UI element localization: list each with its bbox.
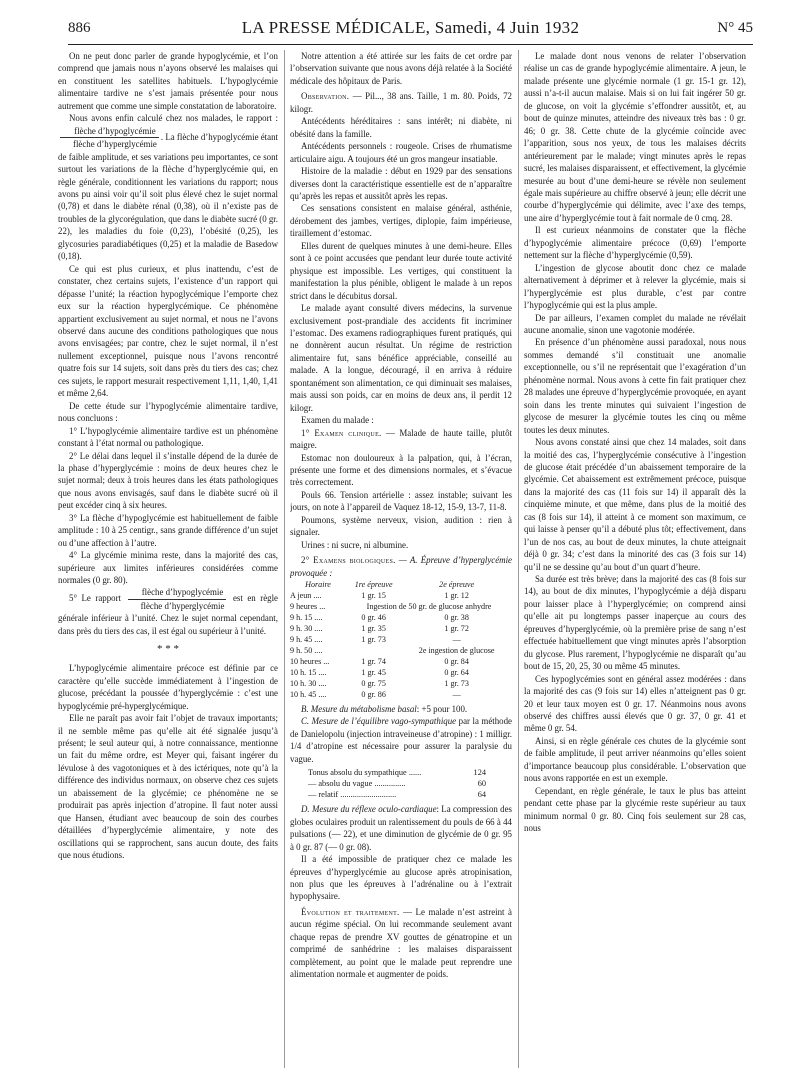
paragraph: Cependant, en règle générale, le taux le plus bas atteint pendant cette phase par la glycémie reste supérieur au taux minimum normal 0 gr. 80. Cinq fois seulement sur 28 cas, nous xyxy=(524,785,746,834)
paragraph: Ce qui est plus curieux, et plus inattendu, c’est de constater, chez certains sujets, l’existence d’un rapport qui dépasse l’unité; la réaction hypoglycémique l’emporte chez eux sur la réaction hyperglycémique. Ce phénomène appartient exclusivement au sujet normal, et nous ne l’avons observé dans aucune des conditions pathologiques que nous avons envisagées; par contre, chez le sujet normal, il n’est nullement exceptionnel, puisque nous l’avons rencontré quatre fois sur 14 sujets, soit dans près du tiers des cas; chez ces sujets, le rapport mesurait respectivement 1,11, 1,40, 1,41 et même 2,64. xyxy=(58,263,278,399)
table-cell: 10 h. 30 .... xyxy=(290,679,327,689)
paragraph-text: — Malade de haute taille, plutôt maigre. xyxy=(290,427,512,451)
paragraph-text: — Pil..., 38 ans. Taille, 1 m. 80. Poids, 72 kilogr. xyxy=(290,91,512,114)
paragraph: Elles durent de quelques minutes à une demi-heure. Elles sont à ce point accusées que pendant leur durée toute activité physique est impossible. Les vertiges, qui constituent la manifestation la plus pénible, obligent le malade à un repos strict dans le décubitus dorsal. xyxy=(290,240,512,301)
tonus-label: — absolu du vague ............... xyxy=(308,779,406,789)
table-row xyxy=(290,645,512,656)
table-row xyxy=(290,689,512,700)
conclusion-5 xyxy=(58,586,278,637)
exam-clinical xyxy=(290,427,512,452)
table-cell: 2e ingestion de glucose xyxy=(418,646,495,656)
table-cell: 1 gr. 35 xyxy=(361,624,386,634)
ratio-fraction xyxy=(60,125,159,151)
table-cell: — xyxy=(452,635,461,645)
paragraph: De par ailleurs, l’examen complet du malade ne révélait aucune anomalie, sinon une vagotonie modérée. xyxy=(524,312,746,335)
table-row xyxy=(290,656,512,667)
table-cell: 0 gr. 64 xyxy=(444,668,469,678)
paragraph: Il est curieux néanmoins de constater que la flèche d’hypoglycémie alimentaire précoce (0,69) l’emporte nettement sur la flèche d’hyperglycémie (0,59). xyxy=(524,225,746,261)
paragraph: Le malade ayant consulté divers médecins, la survenue exclusivement post-prandiale des accidents fit incriminer l’estomac. Des examens radiographiques furent pratiqués, qui ne donnèrent aucun résultat. Un régime de restriction alimentaire fut, sans bénéfice appréciable, conseillé au malade. A la longue, découragé, il en arriva à réduire spontanément son alimentation, ce qui diminuait ses malaises, mais aussi son poids, car en moins de deux ans, il perdit 12 kilogr. xyxy=(290,303,512,413)
page-header xyxy=(68,18,753,40)
table-row xyxy=(290,612,512,623)
table-header: Horaire xyxy=(305,580,331,590)
table-cell: Ingestion de 50 gr. de glucose anhydre xyxy=(366,602,492,612)
table-cell: 9 heures ... xyxy=(290,602,326,612)
table-cell: 9 h. 15 .... xyxy=(290,613,323,623)
paragraph xyxy=(290,703,512,715)
observation-label: Observation. xyxy=(301,91,350,102)
exam-label: 1° Examen clinique. xyxy=(301,427,382,438)
tonus-list xyxy=(308,767,486,800)
glycemia-table xyxy=(290,579,512,700)
table-cell: 0 gr. 86 xyxy=(361,690,386,700)
paragraph: Urines : ni sucre, ni albumine. xyxy=(301,539,409,550)
paragraph: Ces sensations consistent en malaise général, asthénie, dérobement des jambes, vertiges, diplopie, faim impérieuse, tiraillement d’estomac. xyxy=(290,203,512,239)
table-cell: 9 h. 45 .... xyxy=(290,635,323,645)
list-item xyxy=(308,778,486,789)
table-cell: 1 gr. 45 xyxy=(361,668,386,678)
ratio-fraction xyxy=(128,586,227,612)
paragraph: L’hypoglycémie alimentaire précoce est définie par ce caractère qu’elle succède immédiatement à l’ingestion de glucose, précédant la poussée d’hyperglycémie : c’est une hypoglycémie pré-hyperglycémique. xyxy=(58,663,278,711)
page-number: 886 xyxy=(68,20,91,36)
paragraph-text: — A. Épreuve d’hyperglycémie provoquée : xyxy=(290,555,512,578)
list-item xyxy=(308,767,486,778)
paragraph-text: Nous avons enfin calculé chez nos malades, le xyxy=(69,113,243,124)
paragraph: De cette étude sur l’hypoglycémie alimentaire tardive, nous concluons : xyxy=(58,400,278,424)
paragraph xyxy=(290,906,512,981)
header-rule xyxy=(68,44,753,45)
tonus-label: — relatif ........................... xyxy=(308,790,397,800)
issue-number: N° 45 xyxy=(717,20,753,36)
table-cell: 1 gr. 73 xyxy=(361,635,386,645)
paragraph-text: par la méthode de Danielopolu (injection intraveineuse d’atropine) : 1 milligr. 1/4 d’atropine est nécessaire pour assurer la paralysie du vague. xyxy=(290,716,512,764)
tonus-label: Tonus absolu du sympathique ...... xyxy=(308,768,422,778)
paragraph-text: : La compression des globes oculaires produit un ralentissement du pouls de 66 à 44 pulsations (— 22), et une diminution de glycémie de 0 gr. 95 à 0 gr. 87 (— 0 gr. 08). xyxy=(290,804,512,852)
list-item xyxy=(308,789,486,800)
conclusion-2: 2° Le délai dans lequel il s’installe dépend de la durée de la phase d’hyperglycémie : moins de deux heures chez le sujet normal; deux à trois heures dans les états pathologiques que nous avons envisagés, sauf dans le diabète sucré où il peut excéder cinq à six heures. xyxy=(58,450,278,511)
fraction-denominator: flèche d’hyperglycémie xyxy=(73,139,157,150)
paragraph: Ainsi, si en règle générale ces chutes de la glycémie sont de faible amplitude, il peut arriver néanmoins qu’elles soient d’importance beaucoup plus considérable. L’observation que nous avons rapportée en est un exemple. xyxy=(524,735,746,784)
paragraph xyxy=(290,803,512,853)
paragraph: Nous avons enfin calculé chez nos malades, le rapport : $\frac{\text{flèche d’hypoglycémie}}{\text{flèche d’hyperglycémie}}$ . La flèche d’hypoglycémie étant de faible amplitude, et ses variations peu importantes, ce sont surtout les variations de la flèche d’hyperglycémie qui, en règle générale, conditionnent les variations du rapport; nous avons pu ainsi voir qu’il soit plus élevé chez le sujet normal (0,78) et dans le diabète rénal (0,38), où il n’existe pas de troubles de la glycorégulation, que dans le diabète sucré (0 gr. 22), les maladies du foie (0,23), l’obésité (0,25), les glycosuries paradiabétiques (0,25) et la maladie de Basedow (0,18). xyxy=(58,113,278,262)
paragraph: Nous avons constaté ainsi que chez 14 malades, soit dans la moitié des cas, l’hyperglycémie consécutive à l’ingestion de glucose était précédée d’un abaissement temporaire de la glycémie. Cet abaissement est extrêmement précoce, puisque dans la majorité des cas (11 fois sur 14) il apparaît dès la cinquième minute, et que même, dans plus de la moitié des cas (8 fois sur 14), il atteint à ce moment son maximum, ce qui laisse à penser qu’il a débuté plus tôt; effectivement, dans l’un de nos cas, au bout de deux minutes, la chute atteignait déjà 0 gr. 34; c’est dans la minorité des cas (3 fois sur 14) qu’il ne se dessine qu’au bout d’un quart d’heure. xyxy=(524,437,746,572)
paragraph: Elle ne paraît pas avoir fait l’objet de travaux importants; il ne semble même pas qu’elle ait été signalée jusqu’à présent; le seul auteur qui, à notre connaissance, mentionne un fait du même ordre, est Meyer qui, faisant ingérer du lévulose à des vagotoniques et à des ictériques, note qu’à la différence des individus normaux, on observe chez ces sujets un abaissement de la glycémie; ce phénomène ne se produirait pas après injection d’atropine. Il faut noter aussi que Hansen, étudiant avec beaucoup de soin des courbes détaillées d’hyperglycémie alimentaire, y note des oscillations qui se rapprochent, sans aucun doute, des faits que nous étudions. xyxy=(58,713,278,861)
paragraph-text: : +5 pour 100. xyxy=(416,704,468,715)
exam-biological xyxy=(290,554,512,579)
column-3 xyxy=(524,50,746,1068)
table-cell: 0 gr. 38 xyxy=(444,613,469,623)
table-row xyxy=(290,590,512,601)
paragraph: Histoire de la maladie : début en 1929 par des sensations diverses dont la caractéristique essentielle est de n’apparaître qu’après les repas et aussitôt après les repas. xyxy=(290,166,512,201)
section-label: D. Mesure du réflexe oculo-cardiaque xyxy=(301,804,437,815)
paragraph: Ces hypoglycémies sont en général assez modérées : dans la majorité des cas (9 fois sur 14) elles n’atteignent pas 0 gr. 20 et leur taux moyen est 0 gr. 17. Néanmoins nous avons observé des chiffres aussi élevés que 0 gr. 37, 0 gr. 41 et même 0 gr. 54. xyxy=(524,673,746,734)
table-cell: A jeun .... xyxy=(290,591,322,601)
table-cell: 0 gr. 75 xyxy=(361,679,386,689)
table-cell: 1 gr. 74 xyxy=(361,657,386,667)
ratio-label: rapport xyxy=(246,113,273,124)
journal-title: LA PRESSE MÉDICALE, Samedi, 4 Juin 1932 xyxy=(241,18,580,37)
section-label: Évolution et traitement. xyxy=(301,906,400,917)
paragraph: En présence d’un phénomène aussi paradoxal, nous nous sommes demandé s’il constituait une anomalie exceptionnelle, ou s’il ne représentait que l’exagération d’un phénomène normal. Nous avons à cette fin fait pratiquer chez 28 malades une épreuve d’hyperglycémie provoquée, en ayant soin dans les trente minutes qui suivaient l’ingestion de glycose de mesurer la glycémie toutes les cinq ou même toutes les deux minutes. xyxy=(524,337,746,435)
paragraph xyxy=(290,715,512,765)
table-cell: 1 gr. 15 xyxy=(361,591,386,601)
table-cell: 10 heures ... xyxy=(290,657,330,667)
section-label: B. Mesure du métabolisme basal xyxy=(301,704,417,715)
table-row xyxy=(290,667,512,678)
paragraph: Pouls 66. Tension artérielle : assez instable; suivant les jours, on note à l’appareil de Vaquez 18-12, 15-9, 13-7, 11-8. xyxy=(290,489,512,513)
table-cell: 0 gr. 84 xyxy=(444,657,469,667)
exam-label: 2° Examens biologiques. xyxy=(301,555,396,566)
fraction-denominator: flèche d’hyperglycémie xyxy=(140,600,225,611)
table-cell xyxy=(346,645,401,656)
table-header: 2e épreuve xyxy=(439,580,475,590)
table-cell: 9 h. 50 .... xyxy=(290,646,323,656)
column-divider xyxy=(284,50,285,1068)
paragraph: Poumons, système nerveux, vision, audition : rien à signaler. xyxy=(290,514,512,538)
conclusion-3: 3° La flèche d’hypoglycémie est habituellement de faible amplitude : 10 à 25 centigr., sans grande différence d’un sujet ou d’une affection à l’autre. xyxy=(58,512,278,548)
paragraph: Le malade dont nous venons de relater l’observation réalise un cas de grande hypoglycémie alimentaire. A jeun, le malade présente une glycémie normale (1 gr. 15-1 gr. 12), aussi n’a-t-il aucun malaise. Mais si on lui fait ingérer 50 gr. de glucose, on voit la glycémie s’effondrer aussitôt, et, au bout de quinze minutes, atteindre des niveaux très bas : 0 gr. 46; 0 gr. 38. Cette chute de la glycémie coïncide avec l’apparition, sous nos yeux, de tous les malaises décrits antérieurement par le malade; vingt minutes après le repas sucré, les malaises disparaissent, et effectivement, la glycémie mesurée au bout d’une demi-heure se révèle non seulement égale mais supérieure au chiffre observé à jeun; elle décrit une courbe d’hyperglycémie qui délimite, avec l’axe des temps, une aire d’hyperglycémie tout à fait normale de 0 cmq. 28. xyxy=(524,51,746,223)
table-cell: 0 gr. 46 xyxy=(361,613,386,623)
table-row xyxy=(290,623,512,634)
table-cell: 1 gr. 72 xyxy=(444,624,469,634)
table-header: 1re épreuve xyxy=(354,580,393,590)
observation-heading xyxy=(290,90,512,115)
fraction-numerator: flèche d’hypoglycémie xyxy=(128,586,227,599)
tonus-value: 60 xyxy=(477,779,486,789)
conclusion-1: 1° L’hypoglycémie alimentaire tardive est un phénomène constant à l’état normal ou pathologique. xyxy=(58,425,278,449)
paragraph: Antécédents personnels : rougeole. Crises de rhumatisme articulaire aigu. A toujours été un gros mangeur insatiable. xyxy=(290,141,512,164)
paragraph-text: 5° Le rapport xyxy=(69,593,122,604)
table-cell: — xyxy=(452,690,461,700)
paragraph-text: est en règle générale inférieur à l’unité. Chez le sujet normal cependant, dans près du tiers des cas, il est égal ou supérieur à l’unité. xyxy=(58,593,278,636)
table-cell: 10 h. 45 .... xyxy=(290,690,327,700)
table-row xyxy=(290,601,512,612)
table-cell: 10 h. 15 .... xyxy=(290,668,327,678)
column-1 xyxy=(58,50,278,1068)
paragraph: Notre attention a été attirée sur les faits de cet ordre par l’observation suivante que nous avons déjà relatée à la Société médicale des hôpitaux de Paris. xyxy=(290,51,512,86)
paragraph: Il a été impossible de pratiquer chez ce malade les épreuves d’hyperglycémie au glucose après atropinisation, non plus que les épreuves à l’adrénaline ou à l’extrait hypophysaire. xyxy=(290,854,512,902)
paragraph: L’ingestion de glycose aboutit donc chez ce malade alternativement à déprimer et à relever la glycémie, mais si l’hyperglycémie est plus durable, c’est par contre l’hypoglycémie qui est la plus ample. xyxy=(524,262,746,311)
table-cell: 9 h. 30 .... xyxy=(290,624,323,634)
table-row xyxy=(290,678,512,689)
paragraph: Antécédents héréditaires : sans intérêt; ni diabète, ni obésité dans la famille. xyxy=(290,116,512,139)
conclusion-4: 4° La glycémie minima reste, dans la majorité des cas, supérieure aux limites inférieures considérées comme normales (0 gr. 80). xyxy=(58,550,278,586)
table-row xyxy=(290,634,512,645)
paragraph-text: . La flèche d’hypoglycémie étant de faible amplitude, et ses variations peu importantes, ce sont surtout les variations de la flèche d’hyperglycémie qui, en règle générale, conditionnent les variations du rapport; nous avons pu ainsi voir qu’il soit plus élevé chez le sujet normal (0,78) et dans le diabète rénal (0,38), où il n’existe pas de troubles de la glycorégulation, que dans le diabète sucré (0 gr. 22), les maladies du foie (0,23), l’obésité (0,25), les glycosuries paradiabétiques (0,25) et la maladie de Basedow (0,18). xyxy=(58,131,278,262)
section-separator: * * * xyxy=(157,643,179,656)
section-label: C. Mesure de l’équilibre vago-sympathique xyxy=(301,716,457,727)
table-cell: 1 gr. 73 xyxy=(444,679,469,689)
paragraph: Estomac non douloureux à la palpation, qui, à l’écran, présente une forme et des dimensions normales, et s’évacue très correctement. xyxy=(290,452,512,488)
paragraph-text: — Le malade n’est astreint à aucun régime spécial. On lui recommande seulement avant chaque repas de prendre XV gouttes de génatropine et un comprimé de sanhédrine : les malaises disparaissent complètement, au point que le malade peut reprendre une alimentation normale et augmenter de poids. xyxy=(290,906,512,980)
paragraph: Examen du malade : xyxy=(301,415,374,426)
table-header-row xyxy=(290,579,512,590)
column-divider xyxy=(518,50,519,1068)
column-2 xyxy=(290,50,512,1068)
tonus-value: 124 xyxy=(473,768,486,778)
fraction-numerator: flèche d’hypoglycémie xyxy=(60,125,159,138)
table-cell: 1 gr. 12 xyxy=(444,591,469,601)
paragraph: On ne peut donc parler de grande hypoglycémie, et l’on comprend que jamais nous n’ayons observé les malaises qui en constituent les satellites habituels. L’hypoglycémie alimentaire tardive ne s’est jamais présentée pour nous autrement que comme une simple constatation de laboratoire. xyxy=(58,51,278,111)
paragraph: Sa durée est très brève; dans la majorité des cas (8 fois sur 14), au bout de dix minutes, l’hypoglycémie a déjà disparu pour laisser place à l’hyperglycémie; on comprend ainsi qu’elle ait pu longtemps passer inaperçue au cours des épreuves d’hyperglycémie, où la première prise de sang n’est effectuée habituellement que vingt minutes après l’absorption du glycose. Plus rarement, l’hypoglycémie ne disparaît qu’au bout de 15, 20, 25, 30 ou même 45 minutes. xyxy=(524,574,746,672)
tonus-value: 64 xyxy=(477,790,486,800)
